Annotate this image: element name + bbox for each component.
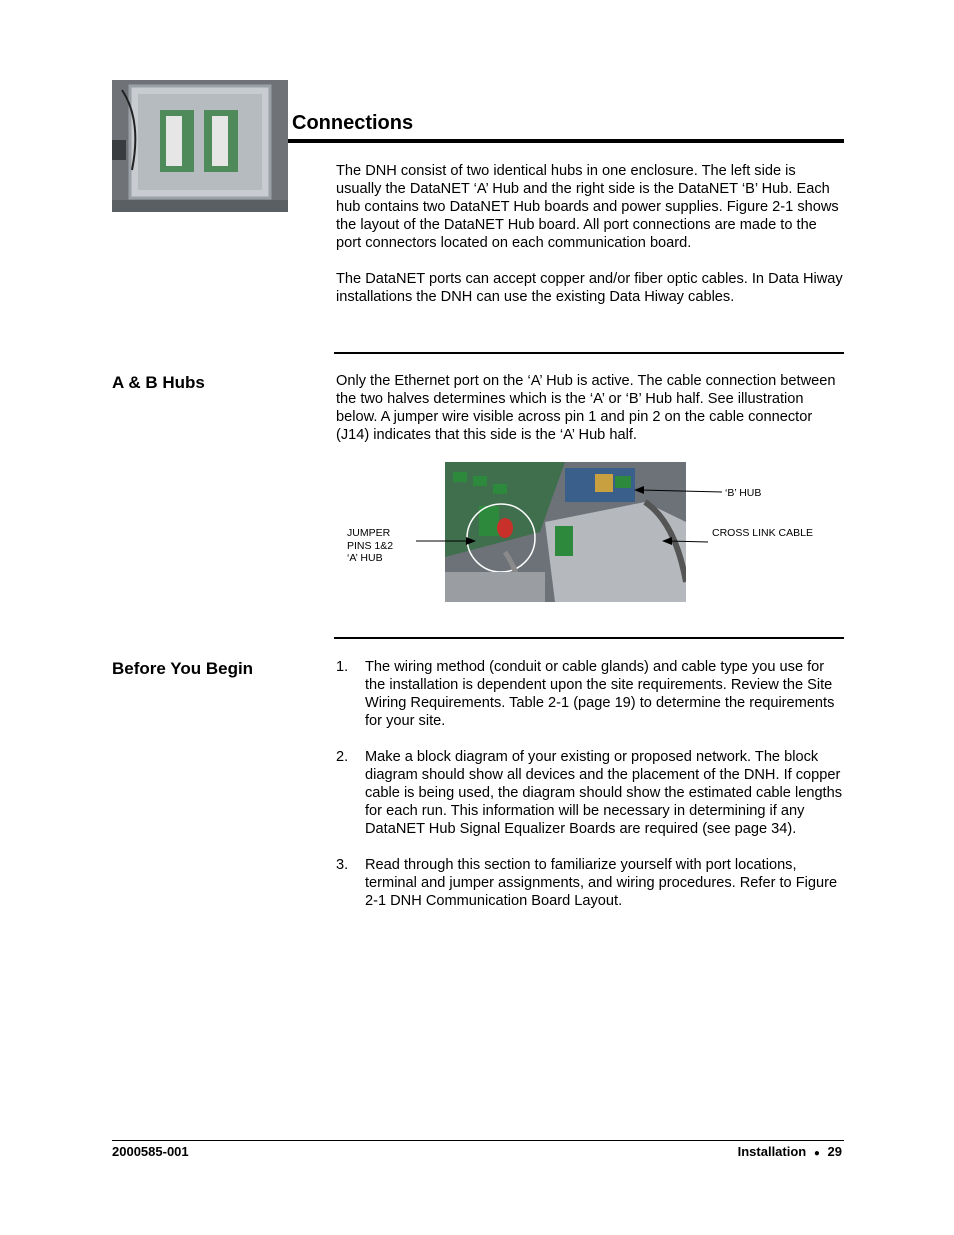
- b-hub-leader: [640, 490, 722, 492]
- intro-text: [336, 162, 844, 306]
- label-cross-link: CROSS LINK CABLE: [712, 527, 813, 539]
- footer-rule: [112, 1140, 844, 1141]
- label-jumper-line-1: JUMPER: [347, 527, 391, 539]
- cross-link-arrow: [662, 537, 672, 545]
- cross-link-leader: [668, 541, 708, 542]
- title-rule: [288, 139, 844, 143]
- list-item-number: 1.: [336, 659, 349, 675]
- section-rule-before: [334, 637, 844, 639]
- before-you-begin-heading: Before You Begin: [112, 659, 254, 678]
- intro-paragraph-1: The DNH consist of two identical hubs in one enclosure. The left side is usually the DataNET ‘A’ Hub and the right side is the DataNET ‘B’ Hub. Each hub contains two DataNET Hub boards and power supplies. Figure 2-1 shows the layout of the DataNET Hub board. All port connections are made to the port connectors located on each communication board.: [336, 163, 839, 251]
- label-b-hub: ‘B’ HUB: [725, 487, 762, 499]
- label-jumper-line-2: PINS 1&2: [347, 539, 394, 552]
- footer-doc-number: 2000585-001: [112, 1144, 189, 1159]
- footer-bullet: ●: [813, 1148, 820, 1159]
- footer-page-info: [738, 1144, 842, 1159]
- list-item-text: The wiring method (conduit or cable glands) and cable type you use for the installation is dependent upon the site requirements. Review the Site Wiring Requirements. Table 2-1 (page 19) to determine the requirements for your site.: [365, 659, 835, 729]
- jumper-arrow: [466, 537, 476, 545]
- list-item: [336, 658, 844, 730]
- ab-hubs-heading: A & B Hubs: [112, 373, 205, 392]
- section-rule-ab: [334, 352, 844, 354]
- label-jumper: [347, 527, 393, 565]
- section-title: Connections: [292, 112, 414, 134]
- label-jumper-line-3: ‘A’ HUB: [347, 552, 383, 564]
- list-item-number: 3.: [336, 857, 349, 873]
- list-item: [336, 748, 844, 838]
- enclosure-photo: [112, 80, 288, 212]
- steps-list: [336, 658, 844, 910]
- footer-page-number: 29: [827, 1144, 842, 1159]
- list-item-text: Read through this section to familiarize yourself with port locations, terminal and jumper assignments, and wiring procedures. Refer to Figure 2-1 DNH Communication Board Layout.: [365, 857, 838, 909]
- figure-callouts: [340, 470, 740, 580]
- list-item: [336, 856, 844, 910]
- list-item-number: 2.: [336, 749, 349, 765]
- list-item-text: Make a block diagram of your existing or proposed network. The block diagram should show all devices and the placement of the DNH. If copper cable is being used, the diagram should show the estimated cable lengths for each run. This information will be necessary in determining if any DataNET Hub Signal Equalizer Boards are required (see page 34).: [365, 749, 843, 837]
- footer-section-name: Installation: [737, 1144, 807, 1159]
- ab-hubs-paragraph: Only the Ethernet port on the ‘A’ Hub is active. The cable connection between the two halves determines which is the ‘A’ or ‘B’ Hub half. See illustration below. A jumper wire visible across pin 1 and pin 2 on the cable connector (J14) indicates that this side is the ‘A’ Hub half.: [336, 373, 836, 443]
- b-hub-arrow: [634, 486, 644, 494]
- intro-paragraph-2: The DataNET ports can accept copper and/or fiber optic cables. In Data Hiway installations the DNH can use the existing Data Hiway cables.: [336, 271, 843, 305]
